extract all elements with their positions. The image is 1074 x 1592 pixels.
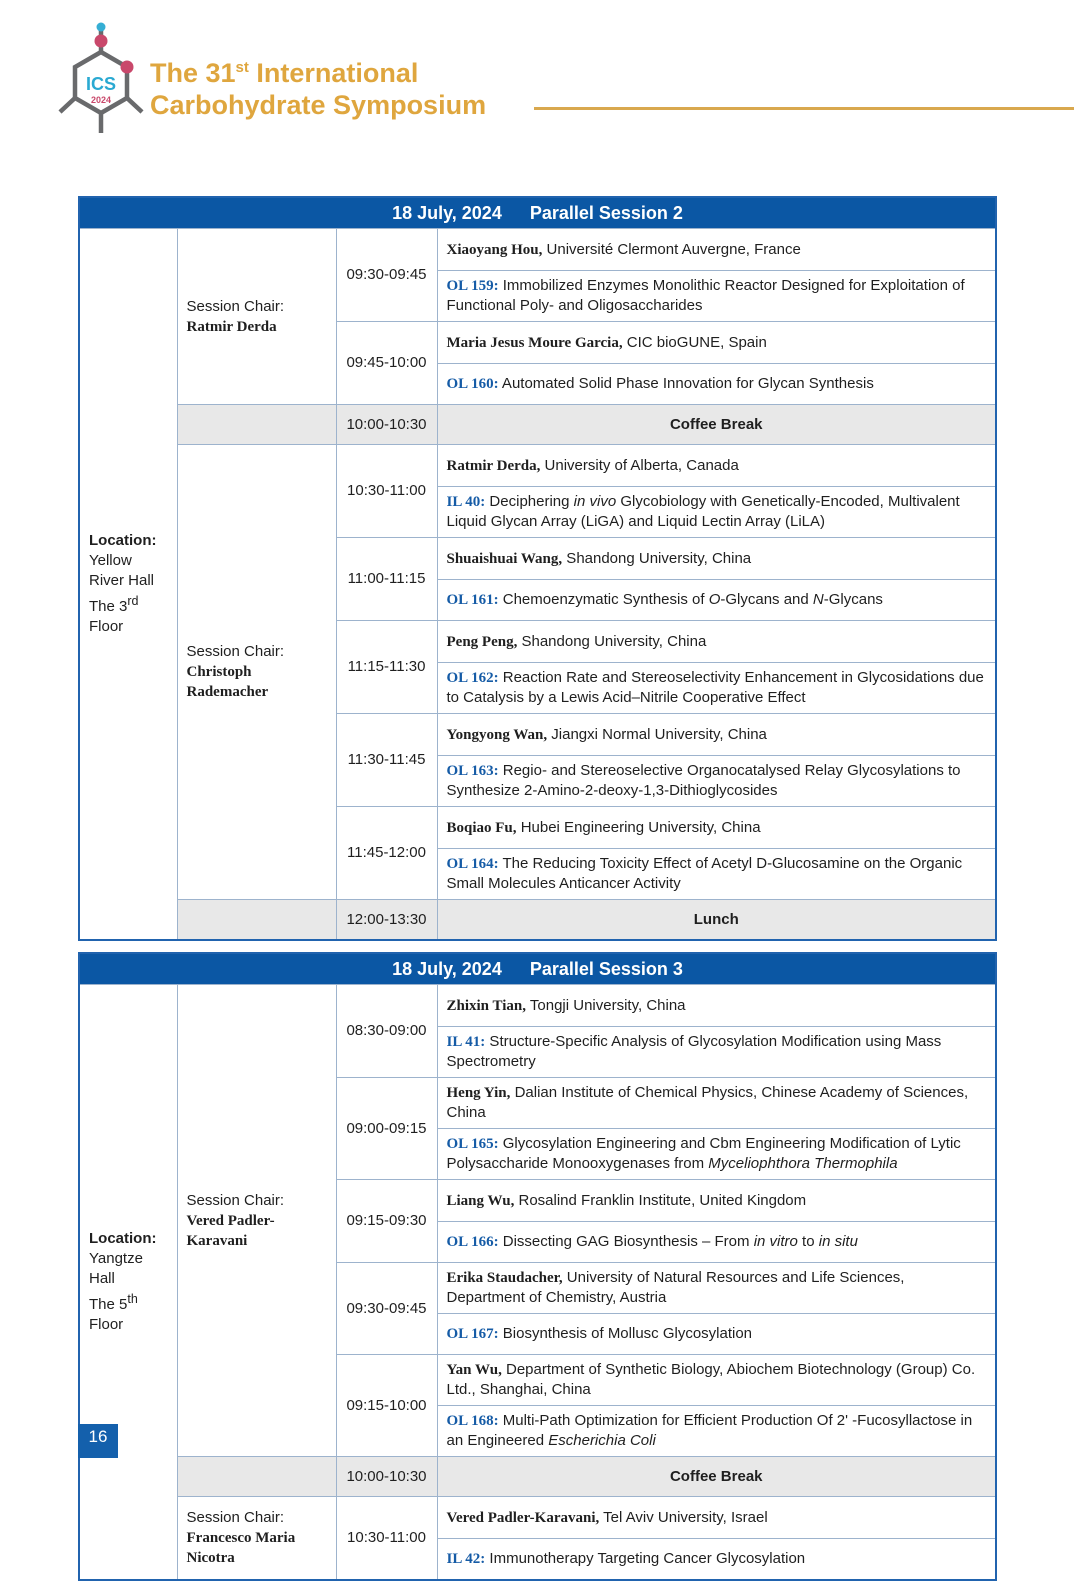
talk-title-text: in vivo [573, 493, 617, 510]
header-rule [534, 107, 1074, 110]
break-time-cell: 10:00-10:30 [336, 405, 437, 445]
talk-title-cell [437, 663, 996, 714]
speaker-name: Heng Yin, [446, 1085, 511, 1101]
break-empty-cell [177, 405, 336, 445]
talk-title-text: Automated Solid Phase Innovation for Glycan Synthesis [498, 375, 874, 392]
speaker-cell [437, 229, 996, 271]
speaker-cell [437, 322, 996, 364]
time-cell: 09:30-09:45 [336, 1263, 437, 1355]
talk-title-text: in situ [818, 1233, 858, 1250]
talk-code: OL 168: [446, 1413, 499, 1429]
talk-title-text: -Glycans [823, 591, 883, 608]
break-empty-cell [177, 900, 336, 941]
talk-title-text: O [708, 591, 721, 608]
talk-title-cell [437, 487, 996, 538]
speaker-affiliation: Shandong University, China [517, 632, 707, 650]
break-label-cell: Lunch [437, 900, 996, 941]
speaker-row [79, 1497, 996, 1539]
speaker-affiliation: Tongji University, China [526, 996, 686, 1014]
speaker-affiliation: University of Natural Resources and Life Sciences, Department of Chemistry, Austria [446, 1269, 905, 1306]
break-row [79, 1457, 996, 1497]
talk-code: OL 166: [446, 1234, 499, 1250]
talk-title-text: Reaction Rate and Stereoselectivity Enhancement in Glycosidations due to Catalysis by a Lewis Acid–Nitrile Cooperative Effect [446, 669, 984, 706]
talk-code: OL 163: [446, 763, 499, 779]
speaker-affiliation: Tel Aviv University, Israel [599, 1508, 768, 1526]
session-name: Parallel Session 2 [529, 203, 683, 223]
session-chair-name: Christoph Rademacher [186, 664, 269, 700]
speaker-name: Yongyong Wan, [446, 726, 548, 743]
talk-code: OL 164: [446, 856, 499, 872]
session-date: 18 July, 2024 [392, 959, 502, 979]
time-cell: 08:30-09:00 [336, 985, 437, 1078]
speaker-name: Zhixin Tian, [446, 997, 526, 1014]
session-date: 18 July, 2024 [392, 203, 502, 223]
talk-code: IL 40: [446, 494, 486, 510]
talk-code: IL 42: [446, 1551, 486, 1567]
session-chair-cell [177, 1497, 336, 1581]
speaker-row [79, 985, 996, 1027]
time-cell: 11:45-12:00 [336, 807, 437, 900]
talk-title-text: The Reducing Toxicity Effect of Acetyl D-Glucosamine on the Organic Small Molecules Anticancer Activity [446, 855, 963, 892]
speaker-name: Peng Peng, [446, 633, 518, 650]
time-cell: 09:00-09:15 [336, 1078, 437, 1180]
talk-title-text: Dissecting GAG Biosynthesis – From [498, 1233, 754, 1250]
break-label-cell: Coffee Break [437, 1457, 996, 1497]
ics-2024-logo-icon [56, 10, 146, 136]
speaker-row [79, 229, 996, 271]
session-chair-cell [177, 445, 336, 900]
talk-title-text: Glycobiology with Genetically-Encoded, Multivalent Liquid Glycan Array (LiGA) and Liquid Lectin Array (LiLA) [446, 493, 960, 530]
time-cell: 09:15-09:30 [336, 1180, 437, 1263]
talk-title-text: Structure-Specific Analysis of Glycosylation Modification using Mass Spectrometry [446, 1033, 942, 1070]
session-chair-name: Francesco Maria Nicotra [186, 1530, 296, 1566]
talk-title-text: to [797, 1233, 819, 1250]
speaker-cell [437, 1180, 996, 1222]
speaker-affiliation: Department of Synthetic Biology, Abiochem Biotechnology (Group) Co. Ltd., Shanghai, China [446, 1361, 976, 1398]
speaker-cell [437, 1078, 996, 1129]
speaker-cell [437, 1497, 996, 1539]
logo-teal-dot [97, 23, 106, 32]
talk-title-cell [437, 756, 996, 807]
speaker-affiliation: Rosalind Franklin Institute, United Kingdom [514, 1191, 807, 1209]
logo-red-dot-top [95, 35, 108, 48]
speaker-affiliation: Dalian Institute of Chemical Physics, Chinese Academy of Sciences, China [446, 1084, 969, 1121]
talk-title-cell [437, 580, 996, 621]
session-chair-label: Session Chair: [186, 643, 285, 660]
session-chair-cell [177, 229, 336, 405]
talk-title-text: Regio- and Stereoselective Organocatalysed Relay Glycosylations to Synthesize 2-Amino-2-deoxy-1,3-Dithioglycosides [446, 762, 961, 799]
speaker-name: Ratmir Derda, [446, 457, 541, 474]
time-cell: 09:30-09:45 [336, 229, 437, 322]
talk-title-text: Immobilized Enzymes Monolithic Reactor Designed for Exploitation of Functional Poly- and Oligosaccharides [446, 277, 965, 314]
speaker-name: Liang Wu, [446, 1192, 515, 1209]
talk-title-text: Glycosylation Engineering and Cbm Engineering Modification of Lytic Polysaccharide Monooxygenases from [446, 1135, 961, 1172]
location-venue: Yangtze Hall [89, 1250, 143, 1287]
session-tables-container [78, 196, 997, 1592]
symposium-title-line2: Carbohydrate Symposium [150, 90, 487, 120]
talk-title-cell [437, 1222, 996, 1263]
symposium-title [150, 52, 486, 121]
break-row [79, 900, 996, 941]
talk-code: OL 162: [446, 670, 499, 686]
speaker-cell [437, 1355, 996, 1406]
talk-title-text: Escherichia Coli [548, 1432, 656, 1449]
speaker-affiliation: Shandong University, China [562, 549, 752, 567]
session-chair-label: Session Chair: [186, 1191, 285, 1209]
speaker-name: Erika Staudacher, [446, 1270, 563, 1286]
logo-red-dot-ring [121, 61, 134, 74]
speaker-cell [437, 807, 996, 849]
talk-code: OL 160: [446, 376, 499, 392]
talk-title-text: Myceliophthora Thermophila [708, 1155, 898, 1172]
speaker-cell [437, 621, 996, 663]
session-name: Parallel Session 3 [529, 959, 683, 979]
session-header-row [79, 953, 996, 985]
talk-code: IL 41: [446, 1034, 486, 1050]
talk-title-text: in vitro [753, 1233, 798, 1250]
talk-title-text: -Glycans and [720, 591, 813, 608]
speaker-cell [437, 714, 996, 756]
speaker-name: Boqiao Fu, [446, 819, 517, 836]
speaker-name: Maria Jesus Moure Garcia, [446, 334, 623, 351]
speaker-cell [437, 985, 996, 1027]
session-chair-name: Ratmir Derda [186, 318, 277, 335]
talk-title-text: Biosynthesis of Mollusc Glycosylation [498, 1325, 753, 1342]
time-cell: 10:30-11:00 [336, 1497, 437, 1581]
talk-code: OL 161: [446, 592, 499, 608]
talk-title-text: Chemoenzymatic Synthesis of [498, 591, 709, 608]
talk-title-cell [437, 1314, 996, 1355]
talk-code: OL 159: [446, 278, 499, 294]
session-table [78, 196, 997, 941]
break-row [79, 405, 996, 445]
session-table [78, 952, 997, 1581]
location-floor: The 5th Floor [89, 1292, 138, 1333]
page-number: 16 [78, 1424, 118, 1458]
location-cell [79, 229, 177, 941]
speaker-name: Yan Wu, [446, 1362, 502, 1378]
speaker-cell [437, 1263, 996, 1314]
logo-year-text: 2024 [90, 95, 112, 105]
time-cell: 11:15-11:30 [336, 621, 437, 714]
session-header [79, 197, 996, 229]
speaker-affiliation: Université Clermont Auvergne, France [542, 240, 801, 258]
time-cell: 11:30-11:45 [336, 714, 437, 807]
speaker-affiliation: University of Alberta, Canada [540, 456, 739, 474]
break-time-cell: 12:00-13:30 [336, 900, 437, 941]
break-empty-cell [177, 1457, 336, 1497]
talk-title-cell [437, 1129, 996, 1180]
location-venue: Yellow River Hall [89, 552, 155, 589]
break-time-cell: 10:00-10:30 [336, 1457, 437, 1497]
speaker-cell [437, 538, 996, 580]
speaker-cell [437, 445, 996, 487]
time-cell: 10:30-11:00 [336, 445, 437, 538]
location-floor: The 3rd Floor [89, 594, 139, 635]
talk-title-cell [437, 364, 996, 405]
time-cell: 09:15-10:00 [336, 1355, 437, 1457]
speaker-name: Vered Padler-Karavani, [446, 1509, 600, 1526]
logo-ics-text: ICS [85, 74, 117, 94]
time-cell: 11:00-11:15 [336, 538, 437, 621]
talk-title-text: Multi-Path Optimization for Efficient Production Of 2' -Fucosyllactose in an Engineered [446, 1412, 973, 1449]
session-chair-label: Session Chair: [186, 1509, 285, 1526]
time-cell: 09:45-10:00 [336, 322, 437, 405]
session-header [79, 953, 996, 985]
talk-title-cell [437, 1406, 996, 1457]
talk-title-cell [437, 1539, 996, 1581]
speaker-row [79, 445, 996, 487]
break-label-cell: Coffee Break [437, 405, 996, 445]
speaker-affiliation: Hubei Engineering University, China [516, 818, 761, 836]
talk-title-cell [437, 271, 996, 322]
talk-title-text: N [812, 591, 824, 608]
speaker-name: Xiaoyang Hou, [446, 241, 543, 258]
talk-title-cell [437, 849, 996, 900]
session-chair-label: Session Chair: [186, 297, 285, 315]
location-cell [79, 985, 177, 1581]
session-chair-name: Vered Padler-Karavani [186, 1212, 275, 1249]
talk-title-cell [437, 1027, 996, 1078]
speaker-name: Shuaishuai Wang, [446, 550, 563, 567]
session-chair-cell [177, 985, 336, 1457]
talk-title-text: Deciphering [485, 493, 574, 510]
symposium-title-line1: The 31st International [150, 58, 419, 88]
location-label: Location: [89, 1230, 157, 1247]
talk-code: OL 167: [446, 1326, 499, 1342]
session-header-row [79, 197, 996, 229]
speaker-affiliation: Jiangxi Normal University, China [547, 725, 767, 743]
talk-code: OL 165: [446, 1136, 499, 1152]
speaker-affiliation: CIC bioGUNE, Spain [622, 333, 767, 351]
location-label: Location: [89, 532, 157, 549]
talk-title-text: Immunotherapy Targeting Cancer Glycosylation [485, 1550, 806, 1567]
